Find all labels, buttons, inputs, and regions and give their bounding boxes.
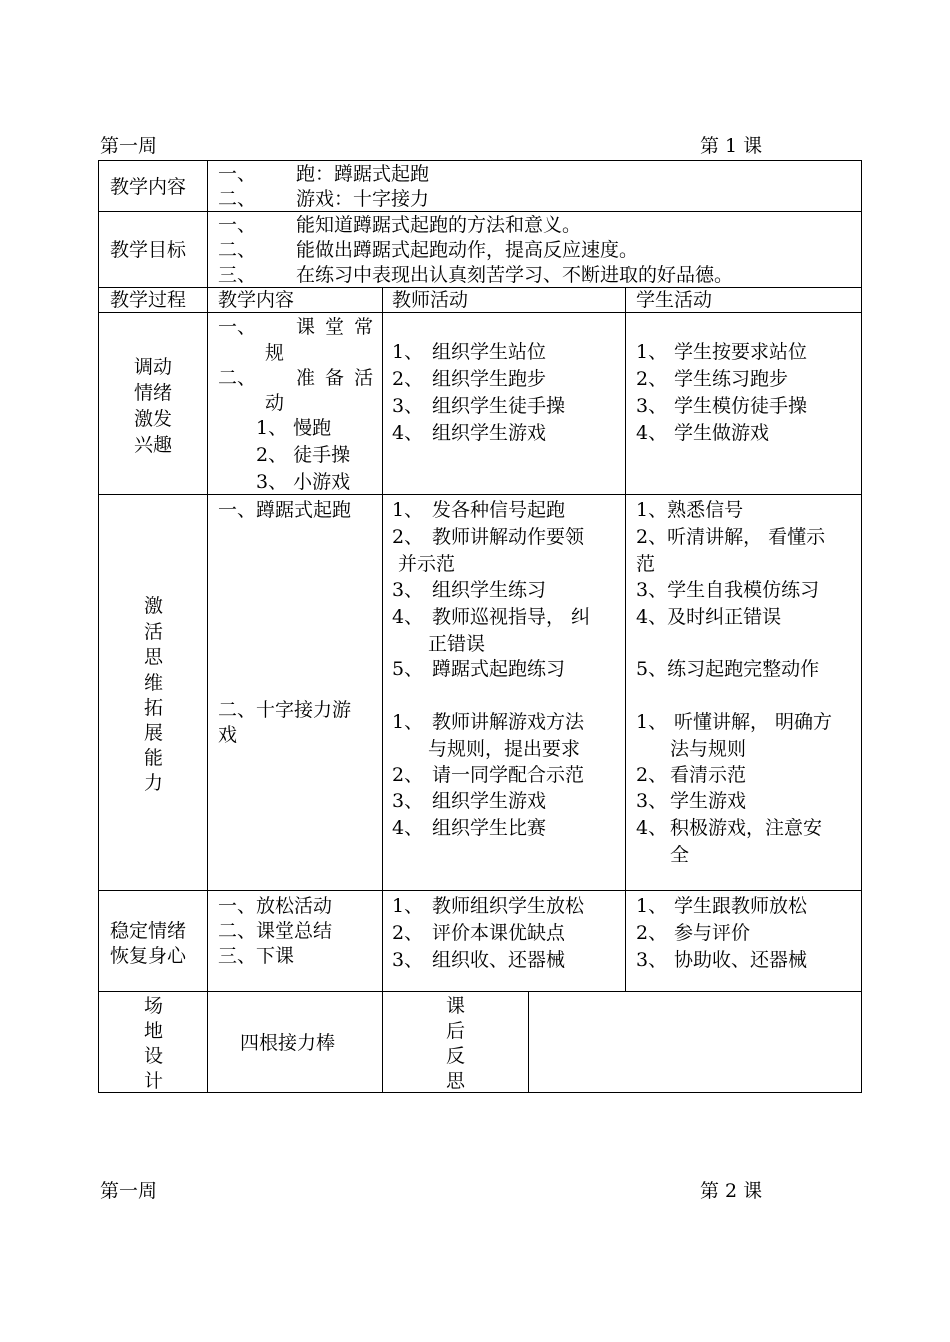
goal-label: 教学目标 xyxy=(110,239,187,261)
list-item: 评价本课优缺点 xyxy=(432,922,566,944)
list-item: 组织学生练习 xyxy=(432,579,547,601)
list-num: 4、 xyxy=(392,817,424,839)
list-num: 一、 xyxy=(218,163,257,185)
process-label: 教学过程 xyxy=(110,289,187,311)
list-num: 3、 xyxy=(392,579,424,601)
list-num: 二、 xyxy=(218,239,257,261)
list-item: 2、听清讲解， 看懂示 xyxy=(636,526,826,548)
list-item: 二、课堂总结 xyxy=(218,920,333,942)
list-item: 教师讲解游戏方法 xyxy=(432,711,585,733)
list-num: 3、 xyxy=(392,790,424,812)
stage-label-line: 稳定情绪 xyxy=(110,920,187,942)
stage-label-char: 力 xyxy=(144,772,164,794)
list-item: 协助收、还器械 xyxy=(674,949,808,971)
stage-label-char: 情绪 xyxy=(134,382,173,404)
stage-label-line: 恢复身心 xyxy=(110,945,187,967)
label-char: 设 xyxy=(144,1045,164,1067)
list-item: 参与评价 xyxy=(674,922,751,944)
stage-label-char: 能 xyxy=(144,747,164,769)
label-char: 计 xyxy=(144,1070,164,1092)
list-num: 5、 xyxy=(392,658,424,680)
list-num: 一、 xyxy=(218,214,257,236)
list-item: 学生按要求站位 xyxy=(674,341,808,363)
list-item: 2、 徒手操 xyxy=(256,444,351,466)
label-char: 课 xyxy=(446,995,466,1017)
list-item: 全 xyxy=(670,844,690,866)
list-num: 1、 xyxy=(392,341,424,363)
list-item: 范 xyxy=(636,553,656,575)
list-num: 1、 xyxy=(392,895,424,917)
list-item: 学生做游戏 xyxy=(674,422,770,444)
list-num: 4、 xyxy=(392,606,424,628)
list-item: 组织学生跑步 xyxy=(432,368,547,390)
list-num: 2、 xyxy=(636,922,668,944)
stage-label-char: 兴趣 xyxy=(134,434,173,456)
list-num: 1、 xyxy=(636,341,668,363)
list-item: 1、 慢跑 xyxy=(256,417,332,439)
list-num: 4、 xyxy=(392,422,424,444)
list-item: 看清示范 xyxy=(670,764,747,786)
list-item: 与规则，提出要求 xyxy=(428,738,581,760)
label-char: 思 xyxy=(446,1070,466,1092)
list-item: 组织学生站位 xyxy=(432,341,547,363)
list-item: 组织学生比赛 xyxy=(432,817,547,839)
list-item: 并示范 xyxy=(398,553,456,575)
list-item: 组织学生游戏 xyxy=(432,422,547,444)
list-item: 3、 小游戏 xyxy=(256,471,351,493)
list-num: 3、 xyxy=(392,949,424,971)
stage-label-char: 激发 xyxy=(134,408,173,430)
content-label: 教学内容 xyxy=(110,176,187,198)
list-item: 法与规则 xyxy=(670,738,747,760)
list-item: 跑：蹲踞式起跑 xyxy=(296,163,430,185)
list-num: 4、 xyxy=(636,817,668,839)
site-design-value: 四根接力棒 xyxy=(240,1032,336,1054)
list-item: 学生练习跑步 xyxy=(674,368,789,390)
list-item: 动 xyxy=(265,392,285,414)
stage-label-char: 展 xyxy=(144,722,164,744)
teacher-col-header: 教师活动 xyxy=(392,289,469,311)
list-num: 一、 xyxy=(218,316,257,338)
list-num: 3、 xyxy=(636,949,668,971)
list-item: 二、十字接力游 xyxy=(218,699,352,721)
list-item: 准 备 活 xyxy=(296,367,376,389)
lesson-label: 第 1 课 xyxy=(700,135,763,157)
list-item: 学生游戏 xyxy=(670,790,747,812)
week-label: 第一周 xyxy=(100,135,158,157)
list-num: 1、 xyxy=(636,895,668,917)
list-item: 4、及时纠正错误 xyxy=(636,606,782,628)
content-col-header: 教学内容 xyxy=(218,289,295,311)
stage-label-char: 调动 xyxy=(134,356,173,378)
stage-label-char: 思 xyxy=(144,646,164,668)
list-item: 课 堂 常 xyxy=(296,316,376,338)
list-num: 2、 xyxy=(636,368,668,390)
list-item: 一、放松活动 xyxy=(218,895,333,917)
list-item: 请一同学配合示范 xyxy=(432,764,585,786)
list-item: 蹲踞式起跑练习 xyxy=(432,658,566,680)
list-item: 学生模仿徒手操 xyxy=(674,395,808,417)
list-num: 2、 xyxy=(392,368,424,390)
stage-label-char: 维 xyxy=(144,672,164,694)
list-item: 3、学生自我模仿练习 xyxy=(636,579,820,601)
list-item: 组织收、还器械 xyxy=(432,949,566,971)
list-item: 三、下课 xyxy=(218,945,295,967)
label-char: 后 xyxy=(446,1020,466,1042)
list-item: 教师巡视指导， 纠 xyxy=(432,606,591,628)
list-num: 2、 xyxy=(392,764,424,786)
stage-label-char: 激 xyxy=(144,595,164,617)
list-num: 3、 xyxy=(636,395,668,417)
list-item: 在练习中表现出认真刻苦学习、不断进取的好品德。 xyxy=(296,264,734,286)
list-item: 组织学生游戏 xyxy=(432,790,547,812)
list-item: 教师讲解动作要领 xyxy=(432,526,585,548)
lesson-label-2: 第 2 课 xyxy=(700,1180,763,1202)
list-num: 4、 xyxy=(636,422,668,444)
list-num: 3、 xyxy=(392,395,424,417)
label-char: 场 xyxy=(144,995,164,1017)
list-num: 1、 xyxy=(392,499,424,521)
stage-label-char: 拓 xyxy=(144,697,164,719)
reflection-content[interactable] xyxy=(529,992,861,1092)
list-item: 戏 xyxy=(218,724,238,746)
list-num: 1、 xyxy=(636,711,668,733)
list-num: 2、 xyxy=(392,922,424,944)
list-item: 发各种信号起跑 xyxy=(432,499,566,521)
list-item: 能做出蹲踞式起跑动作，提高反应速度。 xyxy=(296,239,639,261)
list-item: 学生跟教师放松 xyxy=(674,895,808,917)
list-item: 规 xyxy=(265,342,285,364)
week-label-2: 第一周 xyxy=(100,1180,158,1202)
list-num: 1、 xyxy=(392,711,424,733)
list-item: 正错误 xyxy=(428,633,486,655)
list-item: 积极游戏，注意安 xyxy=(670,817,823,839)
list-item: 组织学生徒手操 xyxy=(432,395,566,417)
list-num: 二、 xyxy=(218,367,257,389)
list-item: 听懂讲解， 明确方 xyxy=(674,711,833,733)
list-item: 能知道蹲踞式起跑的方法和意义。 xyxy=(296,214,582,236)
list-item: 5、练习起跑完整动作 xyxy=(636,658,820,680)
list-item: 游戏：十字接力 xyxy=(296,188,430,210)
list-num: 三、 xyxy=(218,264,257,286)
label-char: 反 xyxy=(446,1045,466,1067)
label-char: 地 xyxy=(144,1020,164,1042)
list-item: 一、蹲踞式起跑 xyxy=(218,499,352,521)
list-item: 教师组织学生放松 xyxy=(432,895,585,917)
list-num: 3、 xyxy=(636,790,668,812)
list-item: 1、熟悉信号 xyxy=(636,499,744,521)
list-num: 2、 xyxy=(392,526,424,548)
list-num: 2、 xyxy=(636,764,668,786)
list-num: 二、 xyxy=(218,188,257,210)
student-col-header: 学生活动 xyxy=(636,289,713,311)
stage-label-char: 活 xyxy=(144,621,164,643)
